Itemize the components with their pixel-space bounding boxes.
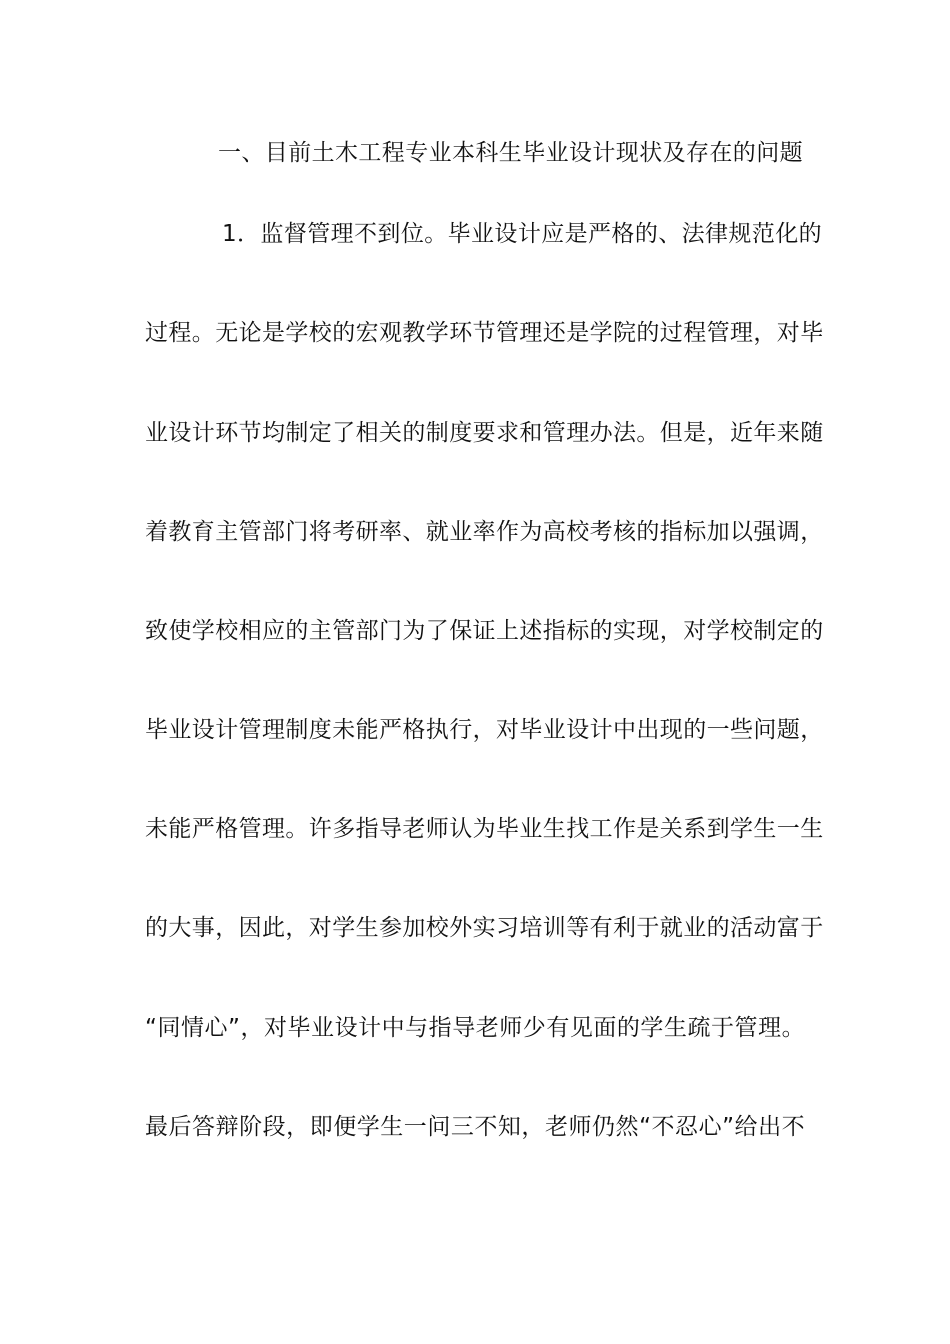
paragraph-line-2: 过程。无论是学校的宏观教学环节管理还是学院的过程管理，对毕 (145, 320, 824, 346)
paragraph-line-5: 致使学校相应的主管部门为了保证上述指标的实现，对学校制定的 (145, 618, 824, 644)
paragraph-line-3: 业设计环节均制定了相关的制度要求和管理办法。但是，近年来随 (145, 420, 824, 446)
paragraph-line-1: 1．监督管理不到位。毕业设计应是严格的、法律规范化的 (222, 221, 823, 247)
paragraph-line-9: “同情心”，对毕业设计中与指导老师少有见面的学生疏于管理。 (145, 1015, 805, 1041)
paragraph-line-8: 的大事，因此，对学生参加校外实习培训等有利于就业的活动富于 (145, 915, 824, 941)
paragraph-line-4: 着教育主管部门将考研率、就业率作为高校考核的指标加以强调， (145, 519, 824, 545)
section-heading: 一、目前土木工程专业本科生毕业设计现状及存在的问题 (218, 140, 803, 166)
paragraph-line-7: 未能严格管理。许多指导老师认为毕业生找工作是关系到学生一生 (145, 816, 824, 842)
paragraph-line-10: 最后答辩阶段，即便学生一问三不知，老师仍然“不忍心”给出不 (145, 1114, 805, 1140)
paragraph-line-6: 毕业设计管理制度未能严格执行，对毕业设计中出现的一些问题， (145, 717, 824, 743)
